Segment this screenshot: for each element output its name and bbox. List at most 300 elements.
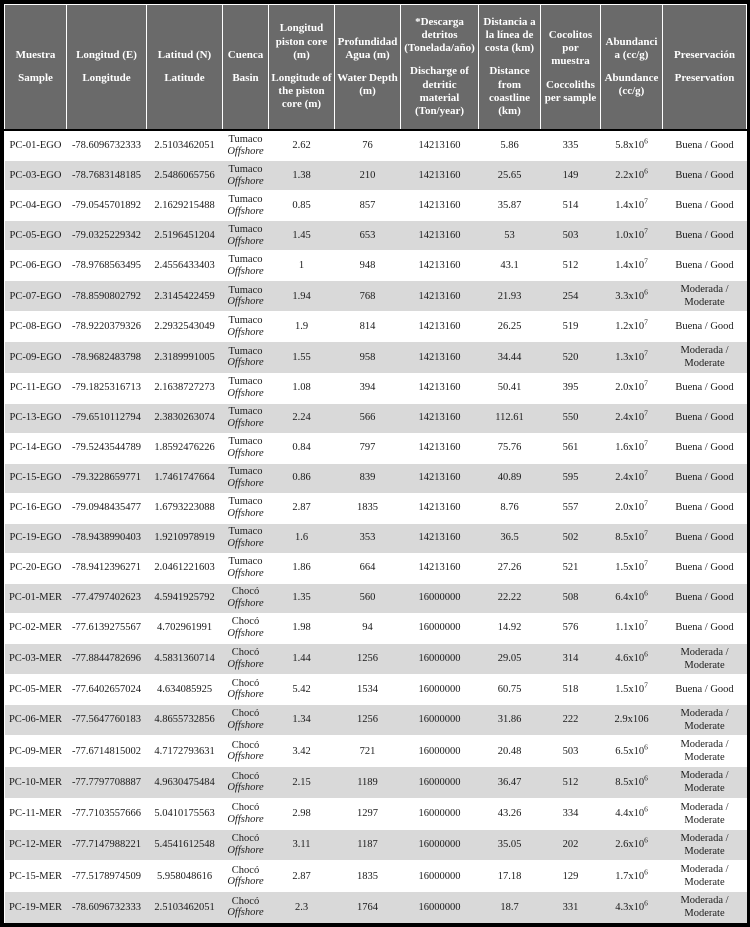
table-row [5,433,747,463]
core-length-cell: 1.6 [269,523,335,553]
core-length-cell: 1.86 [269,553,335,583]
header-longitude-es: Longitud (E) [76,48,137,61]
discharge-cell: 16000000 [401,829,479,860]
latitude-cell: 4.634085925 [147,674,223,704]
basin-cell [223,798,269,829]
distance-cell: 20.48 [479,736,541,767]
latitude-cell: 1.8592476226 [147,433,223,463]
longitude-cell: -79.0545701892 [67,191,147,221]
water-depth-cell: 353 [335,523,401,553]
basin-type: Offshore [227,326,264,338]
abundance-exponent: 6 [644,742,648,752]
basin-cell [223,613,269,643]
core-length-cell: 0.86 [269,463,335,493]
discharge-cell: 16000000 [401,798,479,829]
basin-name: Chocó [231,708,260,720]
basin-cell [223,829,269,860]
sample-cell: PC-11-MER [5,798,67,829]
col-header-core-length [269,5,335,131]
discharge-cell: 14213160 [401,403,479,433]
longitude-cell: -78.9438990403 [67,523,147,553]
abundance-cell [601,736,663,767]
longitude-cell: -77.5178974509 [67,861,147,892]
basin-name: Chocó [231,647,260,659]
core-length-cell: 1.98 [269,613,335,643]
abundance-base: 6.4x10 [615,592,645,604]
abundance-base: 1.5x10 [615,562,645,574]
latitude-cell: 4.5831360714 [147,643,223,674]
coccoliths-cell: 576 [541,613,601,643]
preservation-cell: Moderada / Moderate [663,643,747,674]
abundance-cell [601,523,663,553]
basin-name: Chocó [231,677,260,689]
table-row [5,403,747,433]
discharge-cell: 14213160 [401,433,479,463]
distance-cell: 112.61 [479,403,541,433]
table-row [5,553,747,583]
core-length-cell: 0.85 [269,191,335,221]
discharge-cell: 14213160 [401,493,479,523]
abundance-exponent: 6 [644,166,648,176]
coccoliths-cell: 335 [541,130,601,161]
water-depth-cell: 1534 [335,674,401,704]
abundance-cell [601,798,663,829]
longitude-cell: -77.6139275567 [67,613,147,643]
header-coccoliths-es: Cocolitos por muestra [548,29,593,68]
sample-cell: PC-04-EGO [5,191,67,221]
basin-type: Offshore [227,813,264,825]
distance-cell: 43.1 [479,251,541,281]
abundance-exponent: 6 [644,136,648,146]
discharge-cell: 14213160 [401,523,479,553]
table-row [5,798,747,829]
abundance-exponent: 6 [644,588,648,598]
basin-type: Offshore [227,296,264,308]
water-depth-cell: 1256 [335,704,401,735]
abundance-cell [601,221,663,251]
basin-type: Offshore [227,782,264,794]
abundance-exponent: 7 [644,226,648,236]
basin-type: Offshore [227,568,264,579]
basin-name: Tumaco [228,133,263,145]
abundance-cell [601,613,663,643]
water-depth-cell: 653 [335,221,401,251]
abundance-cell [601,342,663,373]
abundance-exponent: 7 [644,680,648,690]
abundance-cell [601,829,663,860]
table-row [5,493,747,523]
distance-cell: 26.25 [479,312,541,342]
basin-name: Chocó [231,833,260,845]
abundance-exponent: 7 [644,317,648,327]
basin-name: Tumaco [228,163,263,175]
latitude-cell: 2.3830263074 [147,403,223,433]
preservation-cell: Buena / Good [663,433,747,463]
abundance-base: 2.6x10 [615,839,645,851]
distance-cell: 35.05 [479,829,541,860]
distance-cell: 8.76 [479,493,541,523]
preservation-cell: Buena / Good [663,553,747,583]
abundance-base: 8.5x10 [615,776,645,788]
distance-cell: 5.86 [479,130,541,161]
discharge-cell: 14213160 [401,221,479,251]
abundance-cell [601,767,663,798]
discharge-cell: 14213160 [401,130,479,161]
abundance-base: 1.4x10 [615,199,645,211]
preservation-cell: Moderada / Moderate [663,861,747,892]
abundance-base: 4.4x10 [615,808,645,820]
abundance-exponent: 7 [644,528,648,538]
basin-name: Tumaco [228,526,263,538]
header-preservation-en: Preservation [674,72,735,84]
preservation-cell: Buena / Good [663,613,747,643]
table-row [5,583,747,613]
sample-cell: PC-11-EGO [5,373,67,403]
latitude-cell: 5.0410175563 [147,798,223,829]
water-depth-cell: 664 [335,553,401,583]
discharge-cell: 16000000 [401,643,479,674]
basin-name: Tumaco [228,193,263,205]
abundance-cell [601,704,663,735]
core-length-cell: 1.34 [269,704,335,735]
preservation-cell: Buena / Good [663,583,747,613]
coccoliths-cell: 314 [541,643,601,674]
water-depth-cell: 560 [335,583,401,613]
longitude-cell: -79.0325229342 [67,221,147,251]
basin-name: Tumaco [228,376,263,388]
distance-cell: 27.26 [479,553,541,583]
distance-cell: 36.47 [479,767,541,798]
latitude-cell: 2.1638727273 [147,373,223,403]
basin-name: Tumaco [228,315,263,327]
latitude-cell: 1.7461747664 [147,463,223,493]
coccoliths-cell: 502 [541,523,601,553]
basin-cell [223,463,269,493]
col-header-preservation [663,5,747,131]
basin-cell [223,553,269,583]
preservation-cell: Moderada / Moderate [663,892,747,923]
preservation-cell: Buena / Good [663,403,747,433]
abundance-exponent: 7 [644,378,648,388]
abundance-base: 1.1x10 [615,622,645,634]
table-row [5,829,747,860]
header-basin-en: Basin [232,72,259,84]
longitude-cell: -78.6096732333 [67,130,147,161]
longitude-cell: -77.6402657024 [67,674,147,704]
sample-cell: PC-03-MER [5,643,67,674]
distance-cell: 35.87 [479,191,541,221]
abundance-cell [601,493,663,523]
table-row [5,736,747,767]
sample-cell: PC-05-MER [5,674,67,704]
latitude-cell: 4.8655732856 [147,704,223,735]
core-length-cell: 1.08 [269,373,335,403]
basin-type: Offshore [227,205,264,217]
sample-cell: PC-01-EGO [5,130,67,161]
abundance-cell [601,553,663,583]
distance-cell: 25.65 [479,161,541,191]
coccoliths-cell: 512 [541,251,601,281]
header-row [5,5,747,131]
core-length-cell: 0.84 [269,433,335,463]
sample-cell: PC-05-EGO [5,221,67,251]
core-length-cell: 2.98 [269,798,335,829]
preservation-cell: Buena / Good [663,221,747,251]
water-depth-cell: 857 [335,191,401,221]
basin-name: Chocó [231,739,260,751]
table-row [5,221,747,251]
sample-cell: PC-06-MER [5,704,67,735]
table-row [5,767,747,798]
longitude-cell: -77.6714815002 [67,736,147,767]
core-length-cell: 2.24 [269,403,335,433]
latitude-cell: 1.9210978919 [147,523,223,553]
distance-cell: 22.22 [479,583,541,613]
sample-cell: PC-08-EGO [5,312,67,342]
abundance-exponent: 7 [644,498,648,508]
longitude-cell: -78.6096732333 [67,892,147,923]
abundance-base: 2.2x10 [615,169,645,181]
abundance-base: 1.7x10 [615,870,645,882]
basin-cell [223,704,269,735]
coccoliths-cell: 395 [541,373,601,403]
sample-cell: PC-07-EGO [5,281,67,312]
water-depth-cell: 1835 [335,861,401,892]
sample-cell: PC-06-EGO [5,251,67,281]
discharge-cell: 16000000 [401,892,479,923]
core-length-cell: 1 [269,251,335,281]
abundance-cell [601,312,663,342]
distance-cell: 75.76 [479,433,541,463]
sample-cell: PC-01-MER [5,583,67,613]
core-length-cell: 2.87 [269,493,335,523]
basin-name: Tumaco [228,284,263,296]
preservation-cell: Moderada / Moderate [663,829,747,860]
abundance-cell [601,463,663,493]
abundance-base: 1.5x10 [615,683,645,695]
water-depth-cell: 76 [335,130,401,161]
abundance-cell [601,433,663,463]
col-header-coccoliths [541,5,601,131]
table-row [5,251,747,281]
coccoliths-cell: 202 [541,829,601,860]
basin-name: Tumaco [228,556,263,568]
core-length-cell: 1.44 [269,643,335,674]
basin-cell [223,433,269,463]
abundance-exponent: 7 [644,408,648,418]
header-water-depth-en: Water Depth (m) [337,72,398,98]
abundance-base: 6.5x10 [615,745,645,757]
basin-name: Chocó [231,586,260,598]
longitude-cell: -77.7797708887 [67,767,147,798]
sample-cell: PC-10-MER [5,767,67,798]
abundance-cell [601,583,663,613]
basin-name: Tumaco [228,466,263,478]
coccoliths-cell: 518 [541,674,601,704]
preservation-cell: Moderada / Moderate [663,342,747,373]
latitude-cell: 4.5941925792 [147,583,223,613]
basin-cell [223,342,269,373]
sample-cell: PC-20-EGO [5,553,67,583]
header-water-depth-es: Profundidad Agua (m) [337,35,398,61]
coccoliths-cell: 514 [541,191,601,221]
coccoliths-cell: 561 [541,433,601,463]
header-basin-es: Cuenca [227,48,264,61]
abundance-base: 2.4x10 [615,472,645,484]
abundance-base: 1.3x10 [615,351,645,363]
coccoliths-cell: 519 [541,312,601,342]
table-row [5,161,747,191]
water-depth-cell: 721 [335,736,401,767]
water-depth-cell: 839 [335,463,401,493]
longitude-cell: -77.7103557666 [67,798,147,829]
abundance-exponent: 6 [644,835,648,845]
distance-cell: 17.18 [479,861,541,892]
basin-name: Chocó [231,802,260,814]
table-header [5,5,747,131]
distance-cell: 34.44 [479,342,541,373]
basin-type: Offshore [227,448,264,459]
header-longitude-en: Longitude [82,72,131,84]
basin-name: Tumaco [228,223,263,235]
sample-cell: PC-12-MER [5,829,67,860]
basin-cell [223,161,269,191]
longitude-cell: -79.3228659771 [67,463,147,493]
table-row [5,191,747,221]
basin-name: Chocó [231,864,260,876]
latitude-cell: 2.1629215488 [147,191,223,221]
basin-cell [223,312,269,342]
abundance-exponent: 7 [644,348,648,358]
core-length-cell: 1.94 [269,281,335,312]
header-coccoliths-en: Coccoliths per sample [544,78,597,104]
table-row [5,463,747,493]
preservation-cell: Buena / Good [663,493,747,523]
distance-cell: 53 [479,221,541,251]
preservation-cell: Buena / Good [663,674,747,704]
water-depth-cell: 958 [335,342,401,373]
preservation-cell: Buena / Good [663,463,747,493]
abundance-base: 2.9x106 [614,714,649,726]
basin-cell [223,493,269,523]
header-latitude-en: Latitude [164,72,205,84]
col-header-water-depth [335,5,401,131]
basin-type: Offshore [227,265,264,277]
sample-cell: PC-02-MER [5,613,67,643]
water-depth-cell: 394 [335,373,401,403]
abundance-exponent: 7 [644,558,648,568]
coccoliths-cell: 550 [541,403,601,433]
distance-cell: 60.75 [479,674,541,704]
basin-type: Offshore [227,628,264,639]
table-row [5,373,747,403]
latitude-cell: 2.5103462051 [147,892,223,923]
preservation-cell: Moderada / Moderate [663,704,747,735]
header-discharge-en: Discharge of detritic material (Ton/year) [410,65,469,117]
header-core-length-en: Longitude of the piston core (m) [271,72,332,111]
header-sample-en: Sample [18,72,53,84]
discharge-cell: 14213160 [401,281,479,312]
preservation-cell: Buena / Good [663,251,747,281]
basin-name: Tumaco [228,253,263,265]
latitude-cell: 2.3145422459 [147,281,223,312]
discharge-cell: 16000000 [401,613,479,643]
preservation-cell: Buena / Good [663,130,747,161]
abundance-base: 2.0x10 [615,502,645,514]
discharge-cell: 14213160 [401,251,479,281]
coccoliths-cell: 222 [541,704,601,735]
abundance-base: 1.4x10 [615,259,645,271]
longitude-cell: -79.6510112794 [67,403,147,433]
longitude-cell: -78.7683148185 [67,161,147,191]
preservation-cell: Moderada / Moderate [663,281,747,312]
abundance-exponent: 6 [644,898,648,908]
table-row [5,704,747,735]
distance-cell: 40.89 [479,463,541,493]
preservation-cell: Buena / Good [663,312,747,342]
sample-cell: PC-19-EGO [5,523,67,553]
abundance-base: 2.0x10 [615,382,645,394]
basin-cell [223,221,269,251]
header-preservation-es: Preservación [674,48,735,61]
basin-name: Chocó [231,895,260,907]
basin-name: Tumaco [228,345,263,357]
basin-cell [223,892,269,923]
col-header-sample [5,5,67,131]
basin-type: Offshore [227,689,264,701]
core-length-cell: 2.15 [269,767,335,798]
abundance-cell [601,643,663,674]
basin-type: Offshore [227,357,264,369]
abundance-cell [601,191,663,221]
basin-cell [223,674,269,704]
coccoliths-cell: 503 [541,221,601,251]
basin-type: Offshore [227,751,264,763]
water-depth-cell: 948 [335,251,401,281]
latitude-cell: 2.5103462051 [147,130,223,161]
basin-type: Offshore [227,907,264,919]
table-row [5,643,747,674]
basin-cell [223,736,269,767]
basin-type: Offshore [227,538,264,549]
basin-cell [223,251,269,281]
abundance-cell [601,251,663,281]
preservation-cell: Moderada / Moderate [663,798,747,829]
water-depth-cell: 768 [335,281,401,312]
discharge-cell: 16000000 [401,674,479,704]
water-depth-cell: 1189 [335,767,401,798]
sample-cell: PC-14-EGO [5,433,67,463]
coccoliths-cell: 503 [541,736,601,767]
water-depth-cell: 1297 [335,798,401,829]
basin-cell [223,583,269,613]
table-row [5,523,747,553]
sample-cell: PC-13-EGO [5,403,67,433]
latitude-cell: 2.3189991005 [147,342,223,373]
sample-cell: PC-16-EGO [5,493,67,523]
col-header-latitude [147,5,223,131]
core-length-cell: 1.35 [269,583,335,613]
longitude-cell: -79.1825316713 [67,373,147,403]
coccoliths-cell: 149 [541,161,601,191]
basin-type: Offshore [227,598,264,609]
basin-cell [223,373,269,403]
sample-cell: PC-09-MER [5,736,67,767]
abundance-cell [601,161,663,191]
core-length-cell: 3.42 [269,736,335,767]
basin-type: Offshore [227,235,264,247]
discharge-cell: 14213160 [401,463,479,493]
